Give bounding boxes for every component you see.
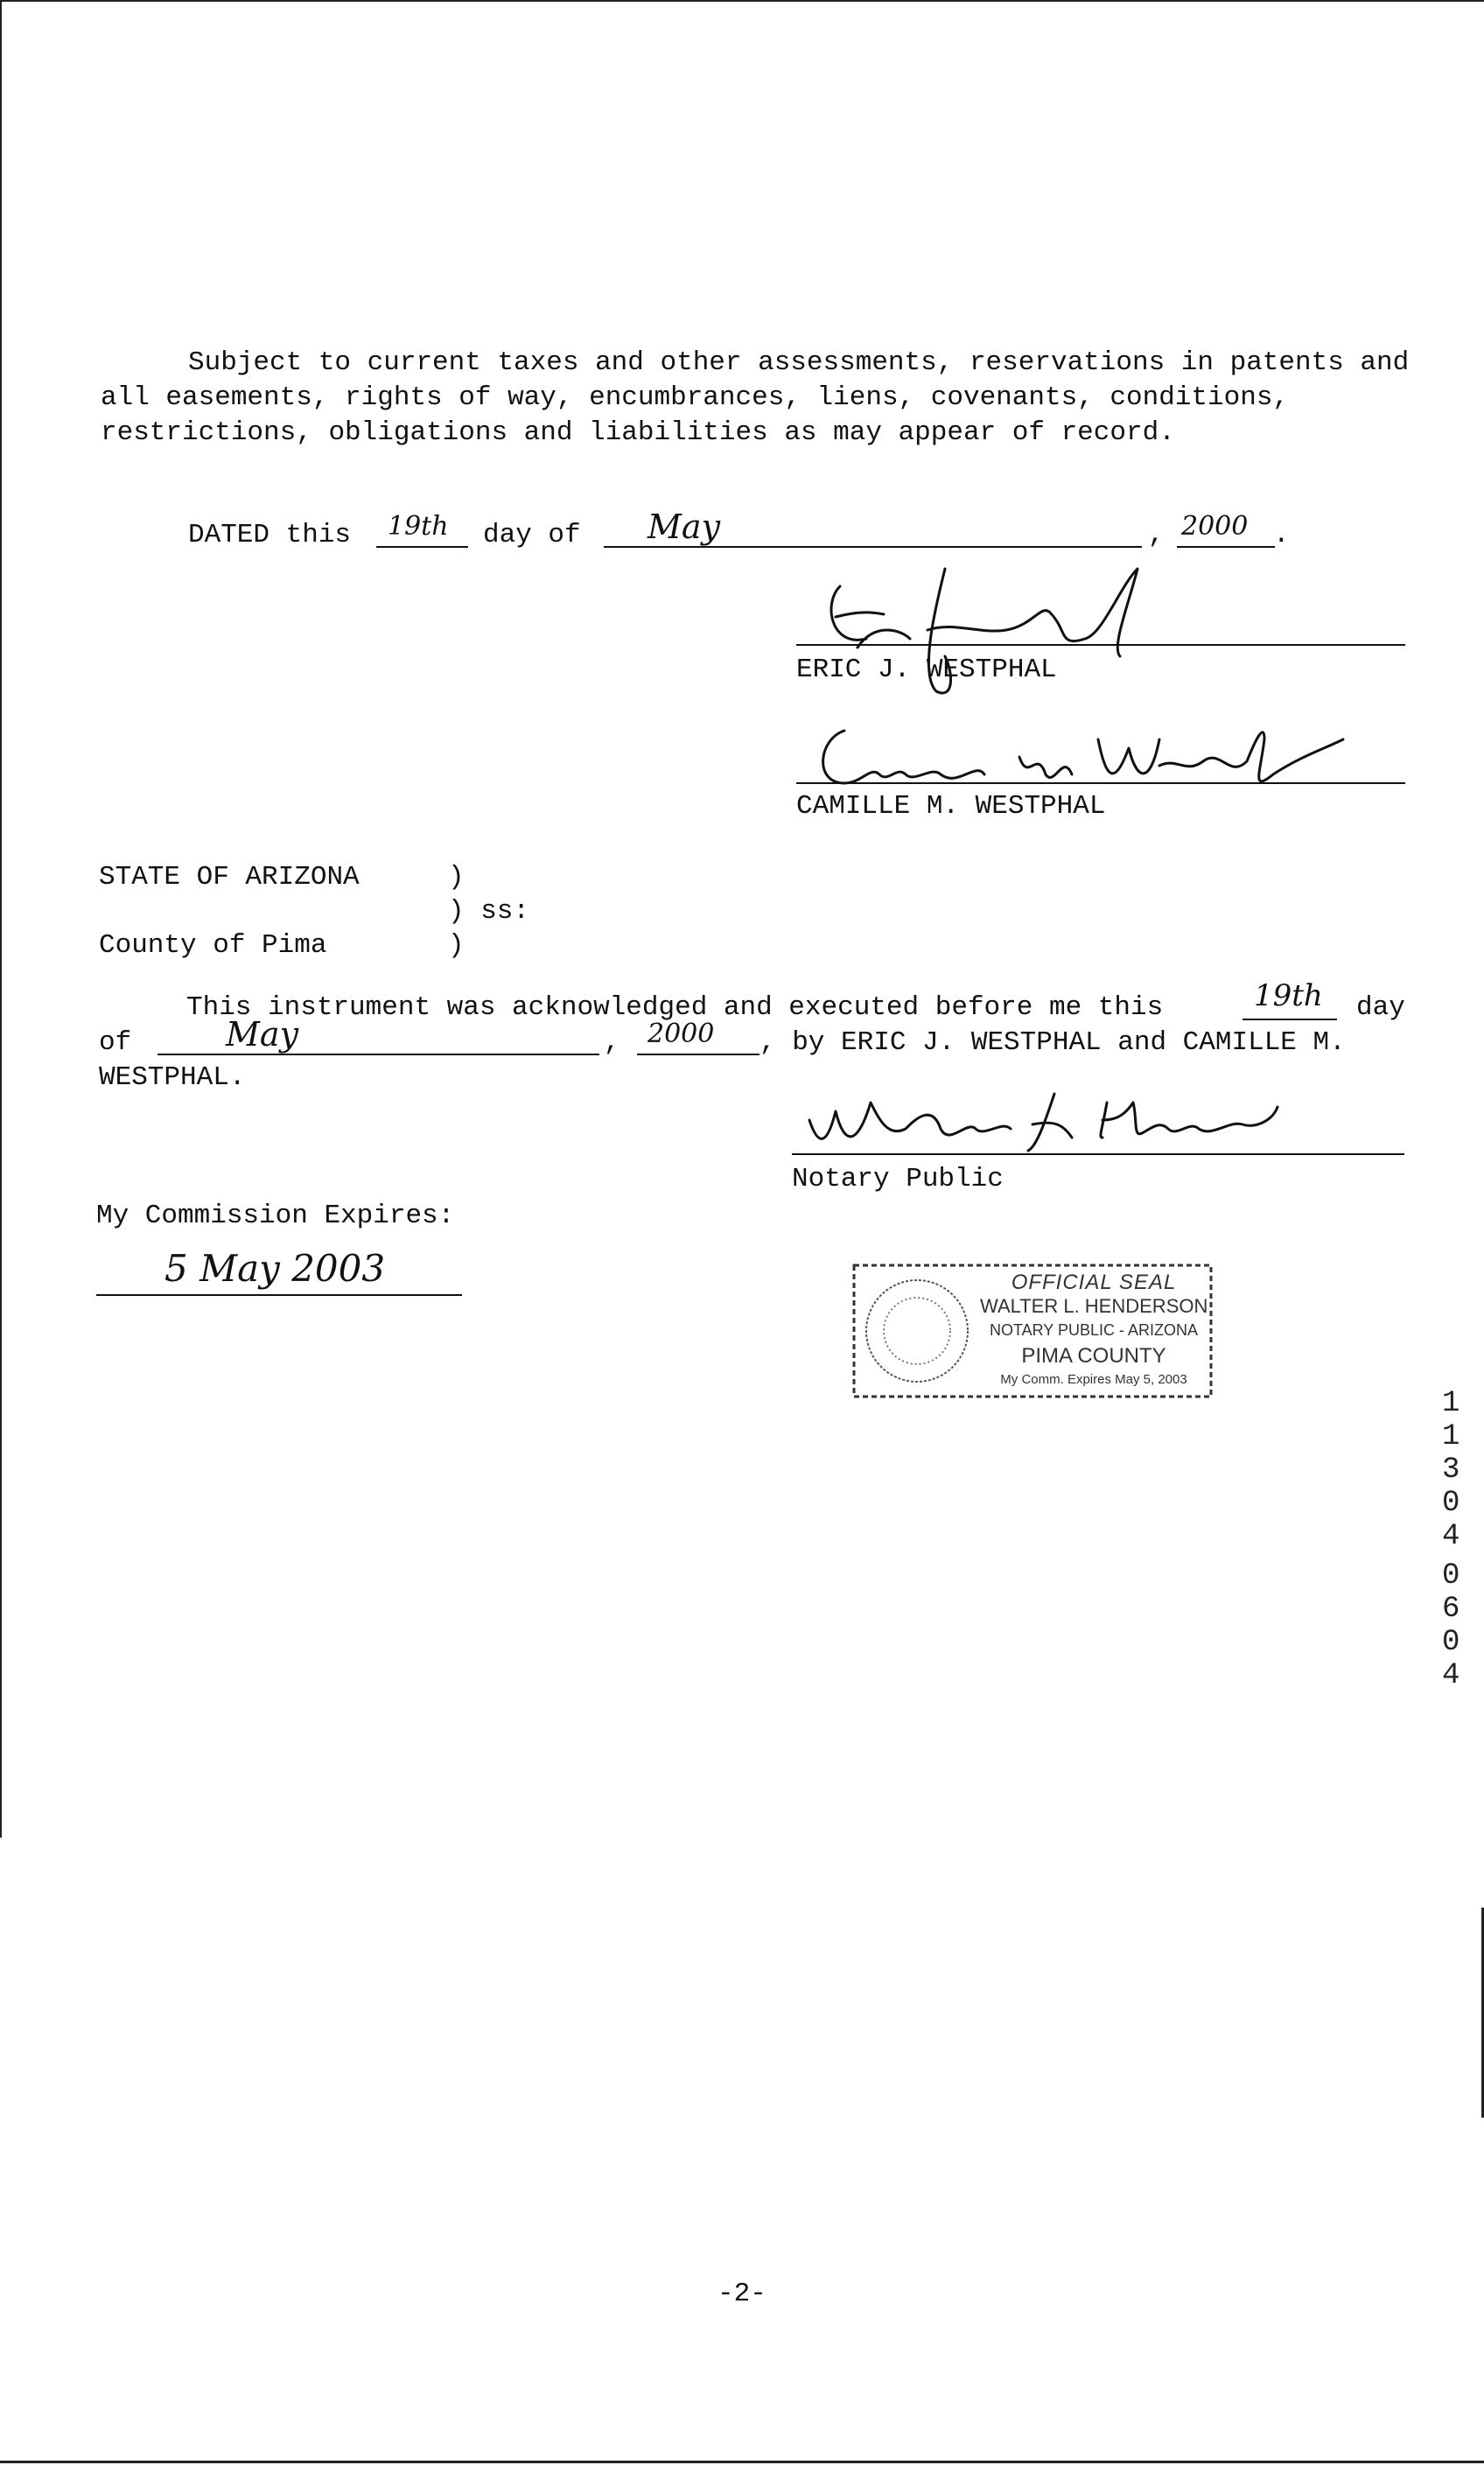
ack-month-rule bbox=[158, 1054, 599, 1055]
seal-line-notary: NOTARY PUBLIC - ARIZONA bbox=[989, 1321, 1199, 1339]
notary-signature bbox=[801, 1085, 1291, 1155]
ack-line-1: This instrument was acknowledged and executed before me this bbox=[186, 992, 1164, 1023]
seal-line-name: WALTER L. HENDERSON bbox=[980, 1295, 1208, 1317]
commission-handwritten-date: 5 May 2003 bbox=[164, 1247, 386, 1290]
scan-border-top bbox=[0, 0, 1484, 2]
subject-to-paragraph bbox=[101, 346, 1413, 451]
ack-line-2-suffix: , by ERIC J. WESTPHAL and CAMILLE M. bbox=[760, 1027, 1346, 1058]
side-digit: 4 bbox=[1442, 1520, 1460, 1553]
notary-signature-rule bbox=[792, 1153, 1404, 1155]
dated-year-handwritten: 2000 bbox=[1181, 511, 1249, 542]
official-seal-stamp bbox=[849, 1260, 1216, 1402]
paragraph-text: Subject to current taxes and other assessments, reservations in patents and all easements, rights of way, encumbrances, liens, covenants, conditions, restrictions, obligations and liabilities as may appear of record. bbox=[101, 347, 1410, 448]
notary-title: Notary Public bbox=[792, 1164, 1004, 1194]
venue-county: County of Pima bbox=[99, 930, 327, 961]
dated-day-of: day of bbox=[483, 520, 581, 550]
dated-month-handwritten: May bbox=[648, 508, 721, 546]
camille-signature-rule bbox=[796, 782, 1405, 784]
scan-border-left bbox=[0, 0, 2, 1838]
scan-border-bottom bbox=[0, 2461, 1484, 2463]
camille-name: CAMILLE M. WESTPHAL bbox=[796, 791, 1106, 822]
ack-year-handwritten: 2000 bbox=[648, 1019, 715, 1049]
dated-day-rule bbox=[376, 546, 468, 548]
ack-day-rule bbox=[1242, 1019, 1337, 1020]
dated-month-rule bbox=[604, 546, 1142, 548]
ack-line-3: WESTPHAL. bbox=[99, 1062, 246, 1093]
ack-month-handwritten: May bbox=[226, 1015, 299, 1054]
side-digit: 0 bbox=[1442, 1626, 1460, 1659]
camille-westphal-signature bbox=[809, 713, 1352, 801]
ack-year-rule bbox=[637, 1054, 760, 1055]
side-digit: 4 bbox=[1442, 1659, 1460, 1692]
side-digit: 0 bbox=[1442, 1559, 1460, 1593]
seal-line-county: PIMA COUNTY bbox=[1021, 1344, 1166, 1368]
venue-paren-1: ) bbox=[448, 862, 465, 893]
ack-day-word: day bbox=[1356, 992, 1405, 1023]
side-recording-number-lower bbox=[1442, 1559, 1460, 1692]
commission-rule bbox=[96, 1294, 462, 1296]
seal-line-expires: My Comm. Expires May 5, 2003 bbox=[1000, 1372, 1187, 1387]
dated-period: . bbox=[1273, 520, 1290, 550]
venue-paren-3: ) bbox=[448, 930, 465, 961]
dated-prefix: DATED this bbox=[188, 520, 352, 550]
eric-name: ERIC J. WESTPHAL bbox=[796, 655, 1057, 685]
side-digit: 6 bbox=[1442, 1593, 1460, 1626]
dated-comma: , bbox=[1148, 520, 1165, 550]
venue-state: STATE OF ARIZONA bbox=[99, 862, 360, 893]
side-digit: 3 bbox=[1442, 1453, 1460, 1487]
ack-comma: , bbox=[604, 1027, 620, 1058]
side-digit: 1 bbox=[1442, 1387, 1460, 1420]
seal-line-official: OFFICIAL SEAL bbox=[1011, 1271, 1177, 1294]
side-recording-number-upper bbox=[1442, 1387, 1460, 1553]
ack-of-word: of bbox=[99, 1027, 132, 1058]
side-digit: 0 bbox=[1442, 1487, 1460, 1520]
venue-ss: ) ss: bbox=[448, 896, 530, 927]
ack-day-handwritten: 19th bbox=[1254, 978, 1323, 1013]
commission-label: My Commission Expires: bbox=[96, 1201, 455, 1231]
dated-year-rule bbox=[1177, 546, 1275, 548]
page-number: -2- bbox=[718, 2279, 766, 2309]
side-digit: 1 bbox=[1442, 1420, 1460, 1453]
eric-signature-rule bbox=[796, 644, 1405, 646]
dated-day-handwritten: 19th bbox=[388, 511, 449, 542]
